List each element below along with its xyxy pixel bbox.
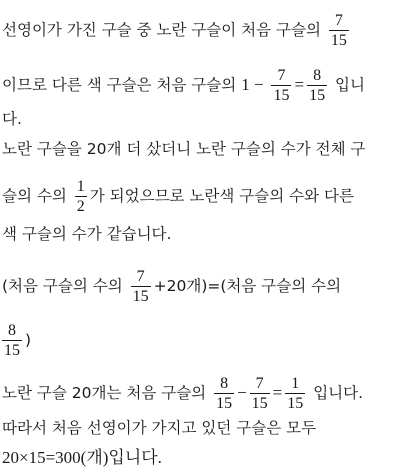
fraction-7-15: $\frac{7}{15}$ <box>251 375 268 412</box>
fraction-7-15: $\frac{7}{15}$ <box>273 67 290 104</box>
line-1 <box>2 12 396 49</box>
line-10: 따라서 처음 선영이가 가지고 있던 구슬은 모두 <box>2 419 317 437</box>
math-one-minus: 1 − <box>241 75 264 94</box>
minus-sign: − <box>237 383 247 402</box>
fraction-1-15: $\frac{1}{15}$ <box>287 375 304 412</box>
line-2-pre: 이므로 다른 색 구슬은 처음 구슬의 <box>2 76 237 94</box>
fraction-7-15: $\frac{7}{15}$ <box>132 268 149 305</box>
line-5: 슬의 수의 $\frac{1}{2}$ 가 되었으므로 노란색 구슬의 수와 다른 <box>2 178 354 215</box>
fraction-8-15: $\frac{8}{15}$ <box>216 375 233 412</box>
fraction-8-15: $\frac{8}{15}$ <box>309 67 326 104</box>
line-3: 다. <box>2 110 22 128</box>
line-2 <box>2 67 396 104</box>
line-4: 노란 구슬을 20개 더 샀더니 노란 구슬의 수가 전체 구 <box>2 140 366 158</box>
equals-sign: = <box>272 383 283 402</box>
fraction-8-15: $\frac{8}{15}$ <box>4 322 20 359</box>
line-9: 노란 구슬 20개는 처음 구슬의 $\frac{8}{15}$ − $\frac{7}{15}$ = $\frac{1}{15}$ 입니다. <box>2 375 364 412</box>
fraction-7-15: $\frac{7}{15}$ <box>330 12 347 49</box>
fraction-1-2: $\frac{1}{2}$ <box>76 178 85 215</box>
line-11: 20×15=300(개)입니다. <box>2 448 162 467</box>
line-1-text: 선영이가 가진 구슬 중 노란 구슬이 처음 구슬의 <box>2 21 321 39</box>
equals-sign: = <box>294 75 305 94</box>
line-6: 색 구슬의 수가 같습니다. <box>2 225 172 243</box>
line-7: (처음 구슬의 수의 $\frac{7}{15}$ +20개)=(처음 구슬의 수의 <box>2 268 342 305</box>
line-8: $\frac{8}{15}$ ) <box>4 322 32 359</box>
line-2-post: 입니 <box>335 76 365 94</box>
